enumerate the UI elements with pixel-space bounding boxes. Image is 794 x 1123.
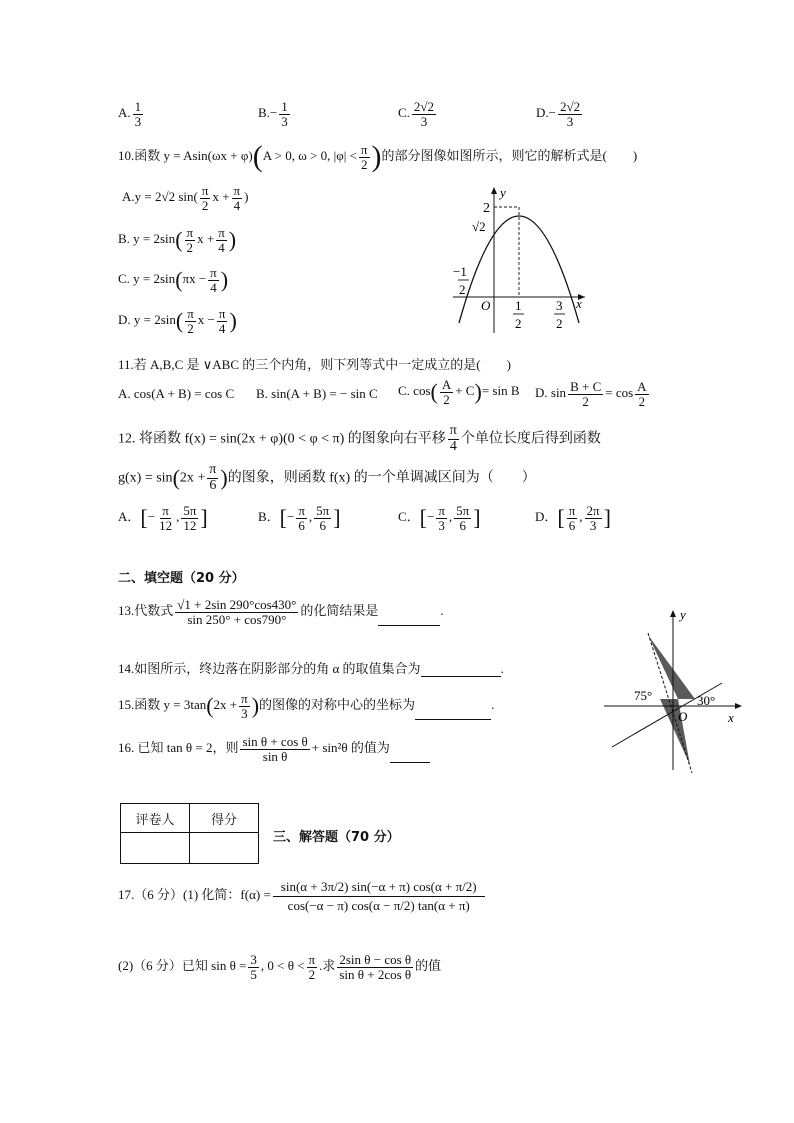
q15-answer-blank[interactable]: [415, 719, 491, 720]
q9-option-d: D.− $\frac{2√2}{3}$: [536, 99, 581, 129]
neg-half-num: −1: [453, 264, 467, 279]
q10-option-a: A.y = 2√2 sin( $\frac{\pi}{2}$ x + $\frac{\pi}{4}$ ): [122, 183, 249, 213]
q11-option-b: B. sin(A + B) = − sin C: [256, 386, 378, 401]
x-axis-arrow-icon: [735, 703, 742, 709]
y-axis-arrow-icon: [491, 187, 497, 194]
q12-line2: g(x) = sin(2x + $\frac{\pi}{6}$ )的图象，则函数 f(x) 的一个单调减区间为（ ）: [118, 462, 536, 493]
q11-stem: 11.若 A,B,C 是 ∨ABC 的三个内角，则下列等式中一定成立的是( ): [118, 357, 511, 372]
shaded-region-upper: [648, 635, 695, 699]
q17-part1: 17.（6 分）(1) 化简：f(α) = $\frac{\sin(\alpha + 3\pi/2) \sin(-\alpha + \pi) \cos(\alpha + \pi/2)}{\cos(-\alpha - \pi) \cos(\alpha - \pi/2) \tan(\alpha + \pi)}$: [118, 878, 487, 914]
grader-header: 评卷人: [121, 804, 190, 833]
peak-label: 2: [483, 201, 490, 216]
score-cell[interactable]: [190, 833, 259, 864]
three-half-den: 2: [556, 316, 563, 331]
origin-label: O: [481, 298, 491, 313]
q16-answer-blank[interactable]: [390, 762, 430, 763]
q12-line1: 12. 将函数 f(x) = sin(2x + φ)(0 < φ < π) 的图象向右平移 $\frac{\pi}{4}$ 个单位长度后得到函数: [118, 423, 601, 454]
q12-option-c: C．[− $\frac{\pi}{3}$ , $\frac{5\pi}{6}$ ]: [398, 503, 481, 533]
q9-option-a: A. $\frac{1}{3}$: [118, 99, 142, 129]
q11-option-a: A. cos(A + B) = cos C: [118, 386, 235, 401]
q16: 16. 已知 tan θ = 2，则 $\frac{\text{sin θ + cos θ}}{\text{sin θ}}$ + sin²θ 的值为: [118, 735, 430, 763]
q13-answer-blank[interactable]: [378, 625, 440, 626]
grade-table: [120, 803, 259, 864]
half-num: 1: [515, 298, 522, 313]
q10-stem: 10.函数 y = Asin(ωx + φ)(A > 0, ω > 0, |φ| < $\frac{\pi}{2}$ )的部分图像如图所示，则它的解析式是( ): [118, 140, 638, 174]
x-label: x: [576, 296, 582, 311]
q9-option-b: B.− $\frac{1}{3}$: [258, 99, 288, 129]
section-3-title: 三、解答题（70 分）: [273, 830, 400, 845]
q10-option-d: D. y = 2sin( $\frac{\pi}{2}$ x − $\frac{\pi}{4}$ ): [118, 306, 237, 336]
q12-option-b: B．[− $\frac{\pi}{6}$ , $\frac{5\pi}{6}$ ]: [258, 503, 341, 533]
y-label: y: [680, 607, 686, 622]
q14-answer-blank[interactable]: [421, 676, 501, 677]
q10-option-b: B. y = 2sin( $\frac{\pi}{2}$ x + $\frac{\pi}{4}$ ): [118, 225, 237, 255]
q15: 15.函数 y = 3tan(2x + $\frac{\pi}{3}$ )的图像的对称中心的坐标为 .: [118, 691, 495, 721]
q17-part2: (2)（6 分）已知 sin θ = $\frac{3}{5}$ , 0 < θ < $\frac{\pi}{2}$ .求 $\frac{\text{2sin θ − cos θ}}{\text{sin θ + 2cos θ}}$ 的值: [118, 952, 442, 982]
half-den: 2: [515, 316, 522, 331]
q11-option-c: C. cos( $\frac{A}{2}$ + C)= sin B: [398, 377, 520, 407]
y-label: y: [500, 185, 506, 200]
q12-option-a: A．[− $\frac{\pi}{12}$ , $\frac{5\pi}{12}$ ]: [118, 503, 208, 533]
q12-option-d: D．[ $\frac{\pi}{6}$ , $\frac{2\pi}{3}$ ]: [535, 503, 611, 533]
x-label: x: [728, 710, 734, 725]
q11-option-d: D. sin $\frac{B + C}{2}$ = cos $\frac{A}{2}$: [535, 379, 647, 409]
score-header: 得分: [190, 804, 259, 833]
q9-option-c: C. $\frac{2√2}{3}$: [398, 99, 435, 129]
q10-option-c: C. y = 2sin(πx − $\frac{\pi}{4}$ ): [118, 265, 229, 295]
q13: 13.代数式 $\frac{√1 + 2\sin 290^\circ\cos 430^\circ}{\sin 250^\circ + \cos 790^\circ}$ 的化简结果是 .: [118, 597, 444, 627]
q14-angle-figure: [600, 605, 745, 775]
q10-sine-graph: [445, 183, 595, 343]
y-axis-arrow-icon: [670, 610, 676, 617]
origin-label: O: [678, 709, 688, 724]
q14: 14.如图所示，终边落在阴影部分的角 α 的取值集合为 .: [118, 661, 504, 676]
sqrt2-label: √2: [472, 219, 486, 234]
angle-30-label: 30°: [697, 693, 716, 708]
angle-75-label: 75°: [634, 688, 653, 703]
three-half-num: 3: [556, 298, 563, 313]
neg-half-den: 2: [459, 282, 466, 297]
section-2-title: 二、填空题（20 分）: [118, 571, 245, 586]
grader-cell[interactable]: [121, 833, 190, 864]
